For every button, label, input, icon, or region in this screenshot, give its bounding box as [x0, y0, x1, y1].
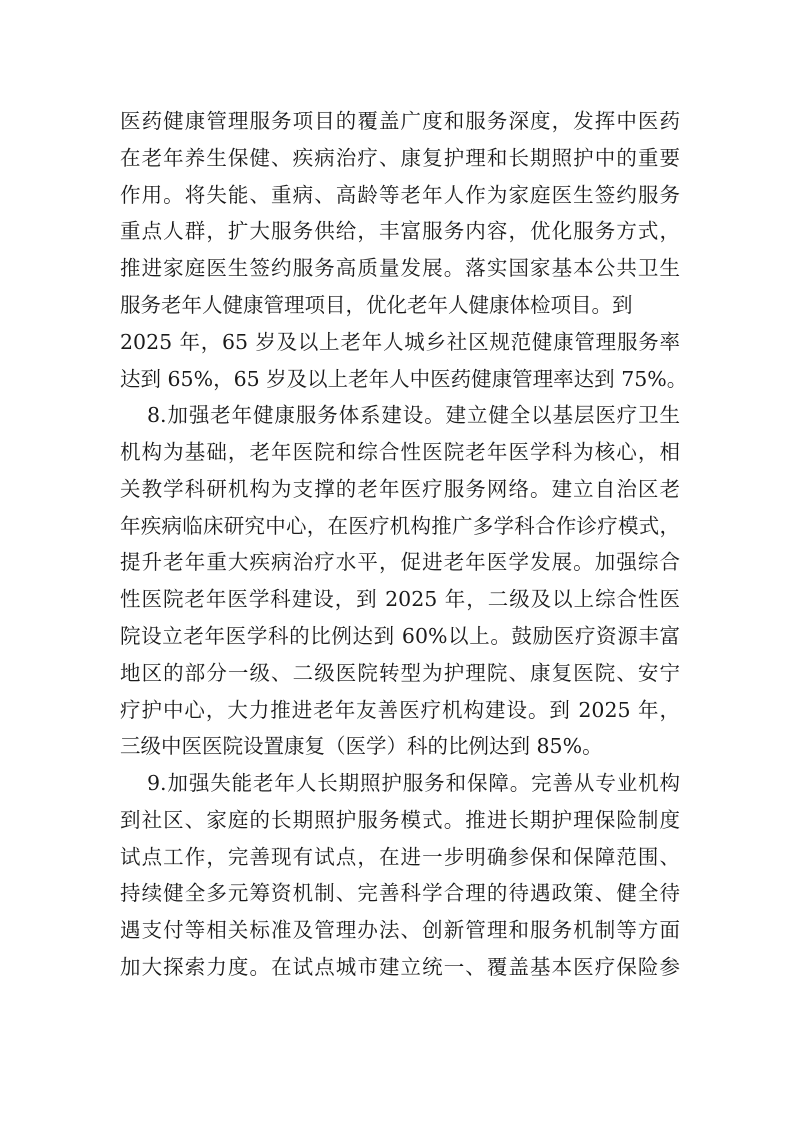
- text-line: 医药健康管理服务项目的覆盖广度和服务深度，发挥中医药: [120, 109, 680, 133]
- text-line: 年疾病临床研究中心，在医疗机构推广多学科合作诊疗模式，: [120, 514, 680, 538]
- text-line: 服务老年人健康管理项目，优化老年人健康体检项目。到: [120, 293, 633, 317]
- text-line: 到社区、家庭的长期照护服务模式。推进长期护理保险制度: [120, 808, 680, 832]
- text-line: 地区的部分一级、二级医院转型为护理院、康复医院、安宁: [120, 661, 680, 685]
- text-line: 三级中医医院设置康复（医学）科的比例达到 85%。: [120, 734, 603, 758]
- text-line: 机构为基础，老年医院和综合性医院老年医学科为核心，相: [120, 440, 680, 464]
- text-line: 加大探索力度。在试点城市建立统一、覆盖基本医疗保险参: [120, 955, 680, 979]
- text-line: 推进家庭医生签约服务高质量发展。落实国家基本公共卫生: [120, 256, 680, 280]
- text-line: 持续健全多元筹资机制、完善科学合理的待遇政策、健全待: [120, 881, 680, 905]
- text-line: 达到 65%，65 岁及以上老年人中医药健康管理率达到 75%。: [120, 367, 688, 391]
- paragraph-heading-line: 8.加强老年健康服务体系建设。建立健全以基层医疗卫生: [147, 403, 680, 427]
- text-line: 在老年养生保健、疾病治疗、康复护理和长期照护中的重要: [120, 146, 680, 170]
- text-line: 关教学科研机构为支撑的老年医疗服务网络。建立自治区老: [120, 477, 680, 501]
- paragraph-heading-line: 9.加强失能老年人长期照护服务和保障。完善从专业机构: [147, 771, 680, 795]
- text-line: 性医院老年医学科建设，到 2025 年，二级及以上综合性医: [120, 587, 680, 611]
- text-line: 提升老年重大疾病治疗水平，促进老年医学发展。加强综合: [120, 550, 680, 574]
- text-line: 疗护中心，大力推进老年友善医疗机构建设。到 2025 年，: [120, 698, 680, 722]
- text-line: 2025 年，65 岁及以上老年人城乡社区规范健康管理服务率: [120, 330, 680, 354]
- text-line: 遇支付等相关标准及管理办法、创新管理和服务机制等方面: [120, 918, 680, 942]
- text-line: 作用。将失能、重病、高龄等老年人作为家庭医生签约服务: [120, 183, 680, 207]
- text-line: 重点人群，扩大服务供给，丰富服务内容，优化服务方式，: [120, 219, 680, 243]
- text-line: 试点工作，完善现有试点，在进一步明确参保和保障范围、: [120, 845, 680, 869]
- text-line: 院设立老年医学科的比例达到 60%以上。鼓励医疗资源丰富: [120, 624, 680, 648]
